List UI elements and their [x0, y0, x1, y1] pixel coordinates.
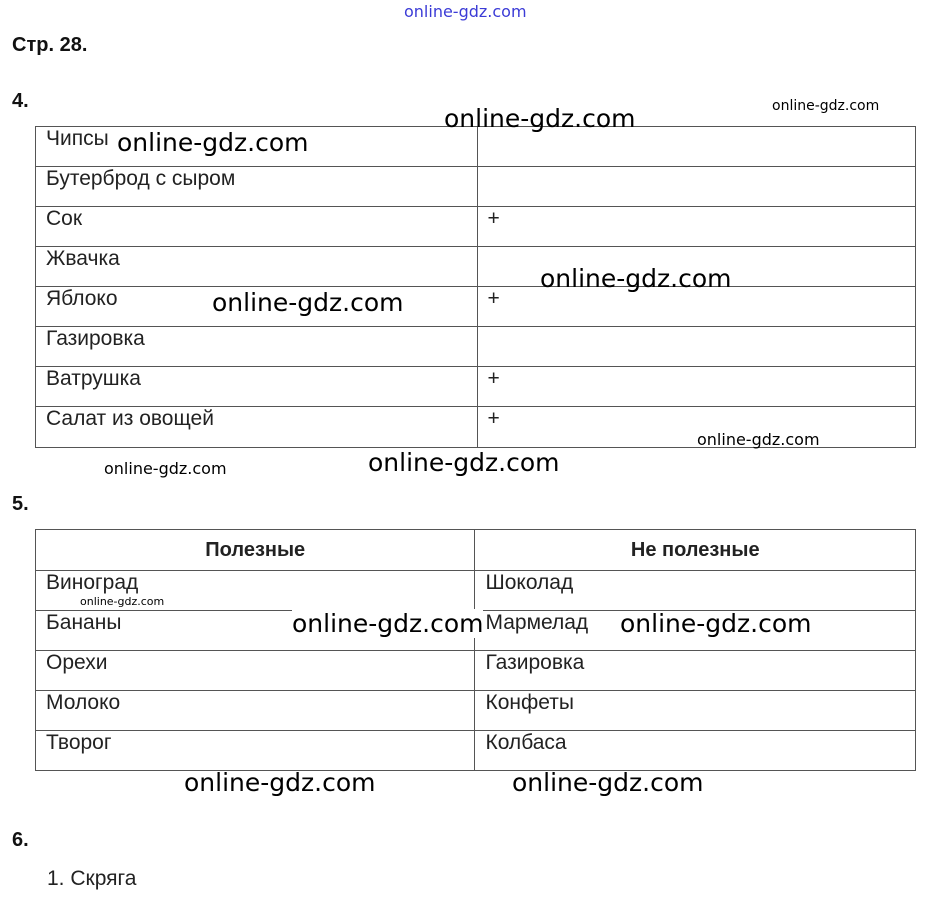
plus-mark	[477, 327, 915, 367]
useful-food: Орехи	[36, 651, 475, 691]
useful-food: Бананы	[36, 611, 475, 651]
unhealthy-food: Конфеты	[475, 691, 916, 731]
unhealthy-food: Мармелад	[475, 611, 916, 651]
plus-mark: +	[477, 407, 915, 448]
table-row	[36, 247, 916, 287]
useful-food: Молоко	[36, 691, 475, 731]
watermark: online-gdz.com	[540, 264, 732, 293]
food-item: Бутерброд с сыром	[36, 167, 478, 207]
watermark: online-gdz.com	[212, 288, 404, 317]
task-4-number: 4.	[12, 90, 29, 112]
food-item: Жвачка	[36, 247, 478, 287]
watermark: online-gdz.com	[697, 430, 820, 449]
task-5-table	[35, 529, 916, 771]
watermark: online-gdz.com	[184, 768, 376, 797]
unhealthy-food: Газировка	[475, 651, 916, 691]
food-item: Сок	[36, 207, 478, 247]
watermark: online-gdz.com	[292, 609, 484, 638]
useful-food: Виноград	[36, 571, 475, 611]
table-row	[36, 167, 916, 207]
watermark: online-gdz.com	[620, 609, 812, 638]
food-item: Газировка	[36, 327, 478, 367]
watermark: online-gdz.com	[80, 595, 165, 608]
task-4-table	[35, 126, 916, 448]
table-row	[36, 691, 916, 731]
table-row	[36, 571, 916, 611]
plus-mark	[477, 167, 915, 207]
table-row	[36, 207, 916, 247]
watermark: online-gdz.com	[444, 104, 636, 133]
task-6-number: 6.	[12, 829, 29, 851]
column-header-useful: Полезные	[36, 530, 475, 571]
watermark-top: online-gdz.com	[404, 2, 527, 21]
table-row	[36, 327, 916, 367]
watermark: online-gdz.com	[512, 768, 704, 797]
food-item: Салат из овощей	[36, 407, 478, 448]
watermark: online-gdz.com	[117, 128, 309, 157]
unhealthy-food: Шоколад	[475, 571, 916, 611]
table-row	[36, 651, 916, 691]
food-item: Ватрушка	[36, 367, 478, 407]
plus-mark: +	[477, 287, 915, 327]
task-5-number: 5.	[12, 493, 29, 515]
table-row	[36, 287, 916, 327]
unhealthy-food: Колбаса	[475, 731, 916, 771]
watermark: online-gdz.com	[772, 98, 880, 114]
watermark: online-gdz.com	[368, 448, 560, 477]
table-row	[36, 367, 916, 407]
plus-mark: +	[477, 207, 915, 247]
column-header-not-useful: Не полезные	[475, 530, 916, 571]
plus-mark: +	[477, 367, 915, 407]
food-item: Чипсы	[36, 127, 478, 167]
useful-food: Творог	[36, 731, 475, 771]
food-item: Яблоко	[36, 287, 478, 327]
task-6-answer-1: 1. Скряга	[47, 867, 137, 890]
table-row	[36, 731, 916, 771]
page-label: Стр. 28.	[12, 34, 88, 56]
watermark: online-gdz.com	[104, 459, 227, 478]
